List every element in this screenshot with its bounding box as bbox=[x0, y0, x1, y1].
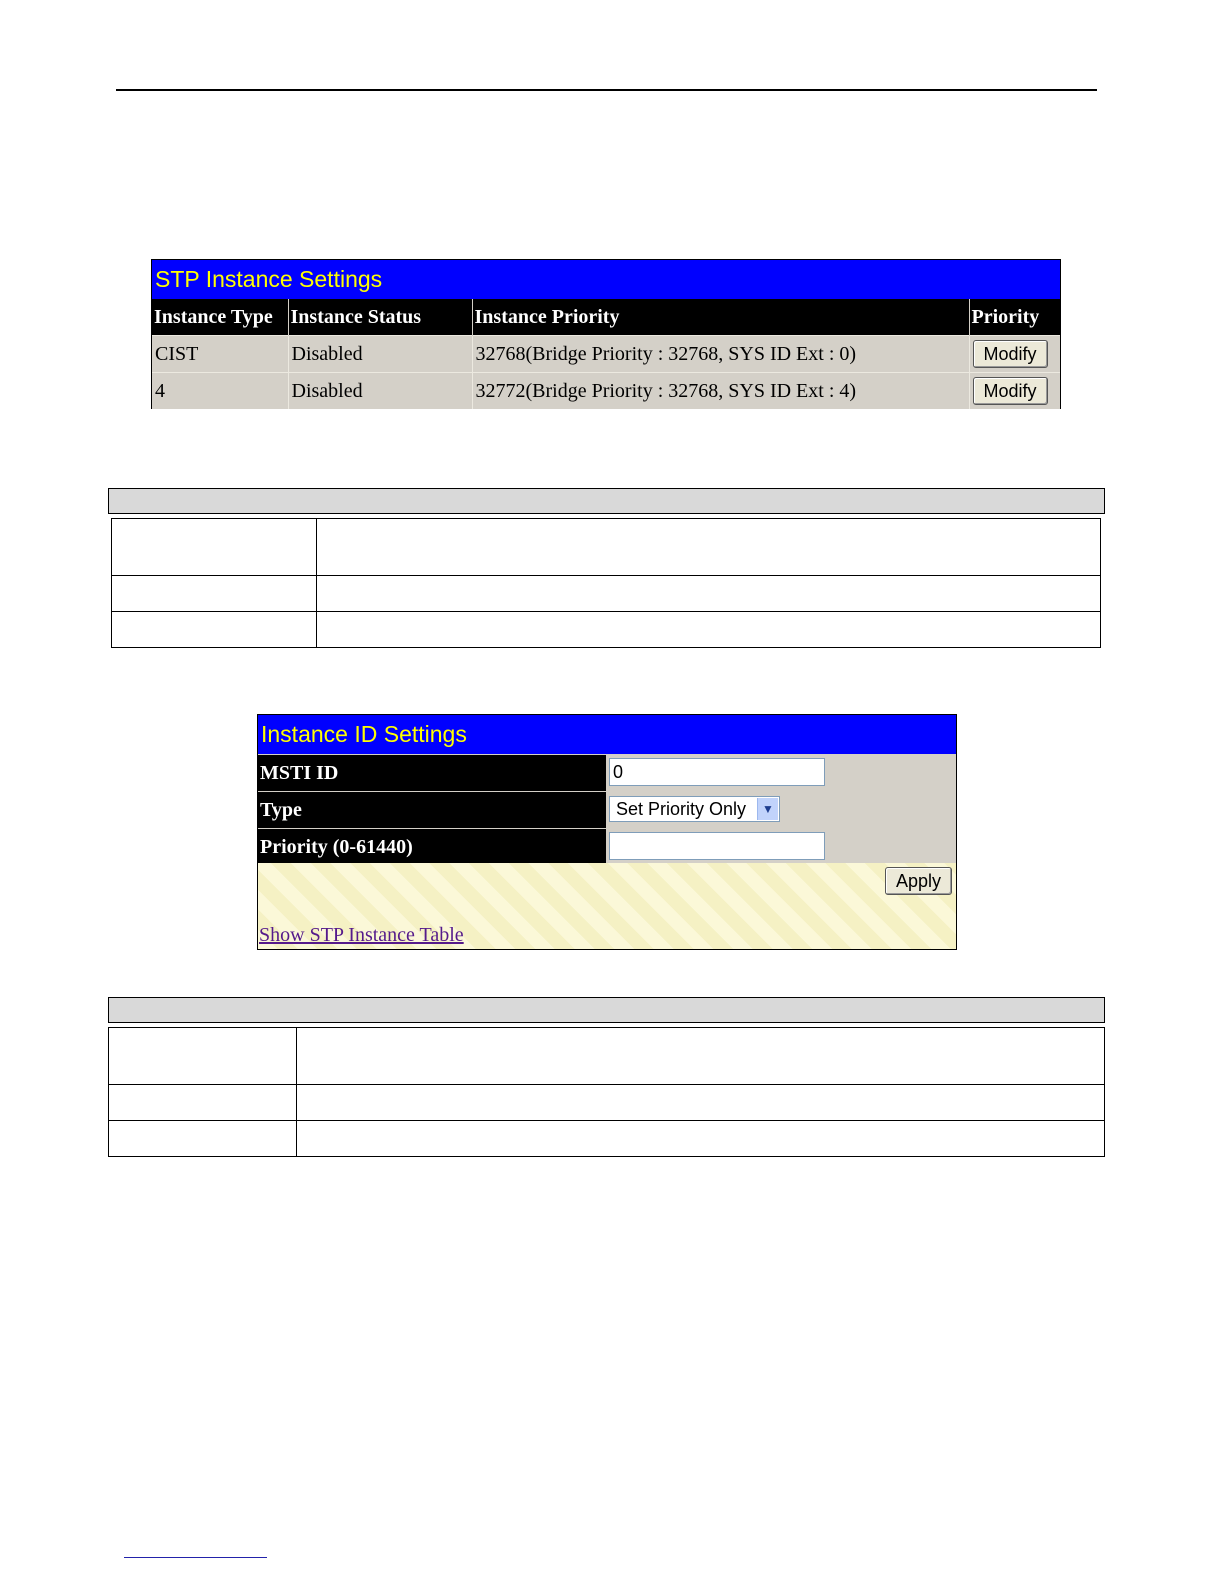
msti-id-input[interactable]: 0 bbox=[609, 758, 825, 786]
msti-id-row bbox=[258, 754, 956, 791]
table-row bbox=[109, 1028, 1105, 1085]
modify-button[interactable]: Modify bbox=[973, 340, 1048, 368]
priority-row bbox=[258, 828, 956, 865]
apply-button[interactable]: Apply bbox=[885, 867, 952, 895]
instance-status-cell: Disabled bbox=[288, 373, 472, 410]
chevron-down-icon[interactable]: ▼ bbox=[757, 798, 778, 820]
table-row bbox=[109, 1121, 1105, 1157]
type-row bbox=[258, 791, 956, 828]
instance-id-settings-panel bbox=[257, 714, 957, 950]
priority-input[interactable] bbox=[609, 832, 825, 860]
table-row bbox=[109, 1085, 1105, 1121]
msti-id-label: MSTI ID bbox=[258, 755, 606, 791]
parameter-table bbox=[108, 1027, 1105, 1157]
panel-title: Instance ID Settings bbox=[258, 715, 956, 754]
type-label: Type bbox=[258, 792, 606, 828]
panel-footer bbox=[258, 863, 956, 949]
page-footer-rule bbox=[124, 1557, 267, 1558]
parameter-table-header bbox=[108, 488, 1105, 514]
table-row bbox=[112, 576, 1101, 612]
priority-label: Priority (0-61440) bbox=[258, 829, 606, 865]
priority-action-cell bbox=[969, 336, 1060, 373]
table-row bbox=[112, 612, 1101, 648]
instance-type-cell: CIST bbox=[152, 336, 288, 373]
page-header-rule bbox=[116, 89, 1097, 91]
column-header-instance-type: Instance Type bbox=[152, 299, 288, 336]
instance-priority-cell: 32768(Bridge Priority : 32768, SYS ID Ext : 0) bbox=[472, 336, 969, 373]
priority-action-cell bbox=[969, 373, 1060, 410]
type-select[interactable] bbox=[609, 796, 780, 822]
column-header-instance-status: Instance Status bbox=[288, 299, 472, 336]
show-stp-instance-table-link[interactable]: Show STP Instance Table bbox=[259, 924, 464, 946]
stp-instance-table bbox=[152, 299, 1060, 409]
panel-title: STP Instance Settings bbox=[152, 260, 1060, 299]
column-header-priority: Priority bbox=[969, 299, 1060, 336]
instance-type-cell: 4 bbox=[152, 373, 288, 410]
table-header-row bbox=[152, 299, 1060, 336]
type-select-value: Set Priority Only bbox=[616, 799, 747, 819]
instance-priority-cell: 32772(Bridge Priority : 32768, SYS ID Ext : 4) bbox=[472, 373, 969, 410]
column-header-instance-priority: Instance Priority bbox=[472, 299, 969, 336]
table-row bbox=[112, 519, 1101, 576]
parameter-table-header bbox=[108, 997, 1105, 1023]
stp-instance-settings-panel bbox=[151, 259, 1061, 409]
table-row bbox=[152, 373, 1060, 410]
table-row bbox=[152, 336, 1060, 373]
modify-button[interactable]: Modify bbox=[973, 377, 1048, 405]
parameter-table bbox=[111, 518, 1101, 648]
instance-status-cell: Disabled bbox=[288, 336, 472, 373]
